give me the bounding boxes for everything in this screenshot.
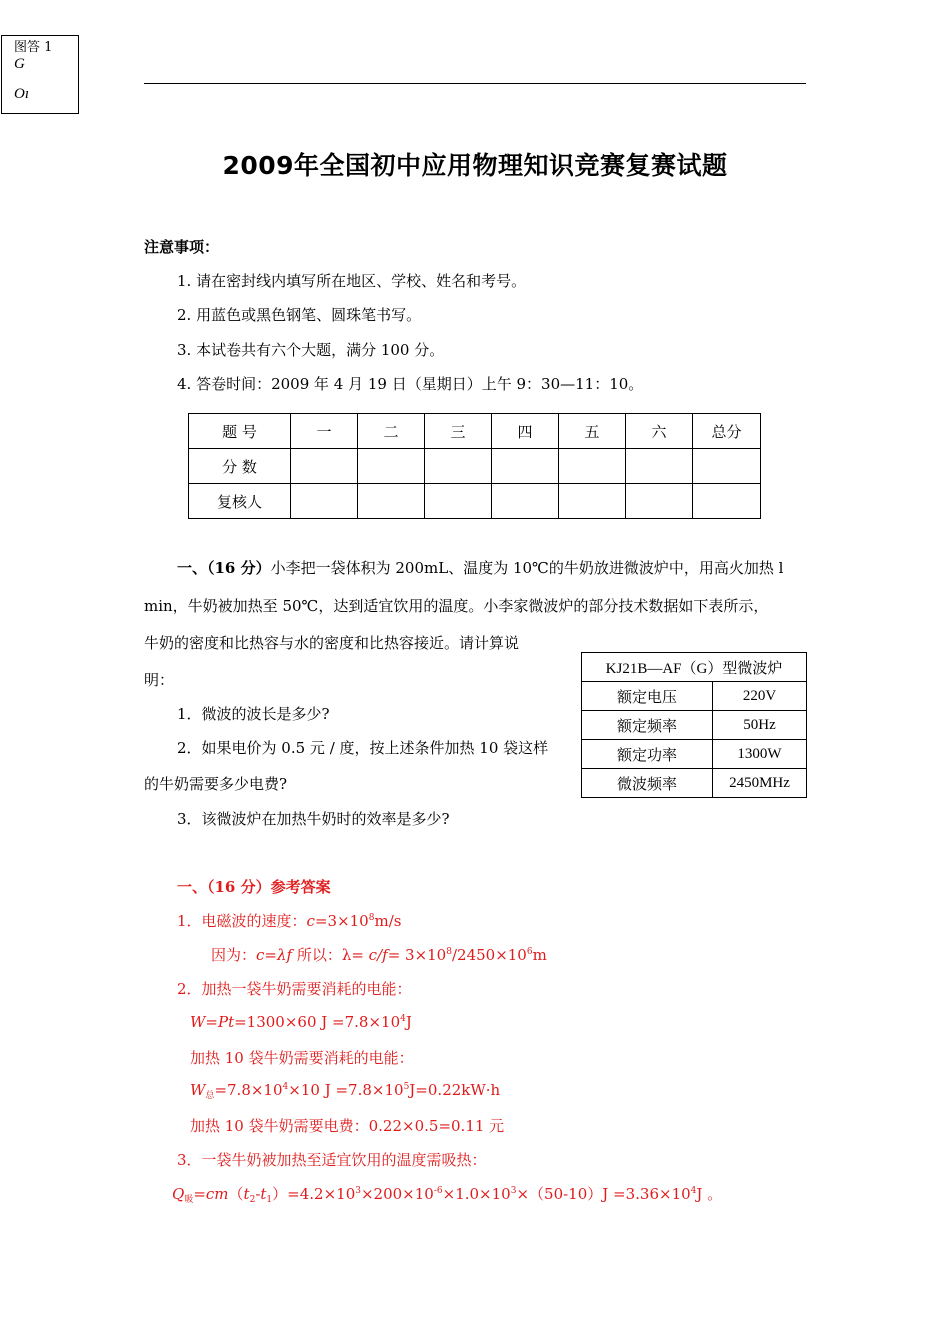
answer-3-t1: t [260,1185,267,1203]
answer-1b-pre: 因为： [211,946,257,964]
score-table-header-row [189,414,761,449]
spec-value: 2450MHz [713,769,807,798]
answer-1b-exp2: 6 [526,947,533,957]
score-cell[interactable] [693,449,761,484]
score-header-cell: 五 [559,414,626,449]
score-header-cell: 六 [626,414,693,449]
score-table-row [189,449,761,484]
spec-title-row [582,653,807,682]
spec-value: 50Hz [713,711,807,740]
score-header-cell: 总分 [693,414,761,449]
score-cell[interactable] [693,484,761,519]
answer-2d: 加热 10 袋牛奶需要电费：0.22×0.5=0.11 元 [190,1117,505,1135]
answer-2c [190,1081,500,1099]
answer-3-e1: 3 [355,1186,361,1196]
answer-2c-w: W [190,1081,206,1099]
answer-3-qsub: 吸 [184,1195,194,1205]
notes-item-3: 3. 本试卷共有六个大题，满分 100 分。 [177,341,445,359]
spec-key: 额定功率 [582,740,713,769]
answer-2c-exp2: 5 [403,1082,410,1092]
score-row-label: 分 数 [189,449,291,484]
q1-sub-3: 3．该微波炉在加热牛奶时的效率是多少? [177,810,450,828]
spec-key: 额定电压 [582,682,713,711]
answer-3-t2s: 2 [249,1195,256,1205]
answer-3-cm: =cm [193,1185,229,1203]
answer-2c-exp1: 4 [282,1082,289,1092]
score-row-label: 复核人 [189,484,291,519]
corner-g-symbol: G [14,56,25,72]
score-cell[interactable] [559,449,626,484]
q1-label: 一、（16 分） [177,559,271,577]
answer-3-e3: 3 [510,1186,517,1196]
answer-2-label: 2．加热一袋牛奶需要消耗的电能： [177,980,412,998]
answer-2a [190,1013,412,1031]
score-cell[interactable] [626,484,693,519]
answer-2a-eq: =1300×60 J =7.8×10 [234,1013,401,1031]
spec-key: 微波频率 [582,769,713,798]
corner-answer-box [1,35,79,114]
answer-3-t2: t [243,1185,250,1203]
score-cell[interactable] [358,449,425,484]
score-header-cell: 四 [492,414,559,449]
notes-item-1: 1. 请在密封线内填写所在地区、学校、姓名和考号。 [177,272,527,290]
answer-3-dash: - [255,1185,261,1203]
answer-3-p1: （ [228,1185,244,1203]
score-header-cell: 三 [425,414,492,449]
spec-row [582,682,807,711]
answer-2a-unit: J [405,1013,412,1031]
answer-1 [177,910,401,931]
answer-1b-exp1: 8 [446,947,452,957]
score-cell[interactable] [425,449,492,484]
answer-1-unit: m/s [374,912,402,930]
answer-1b-formula: c=λf [256,946,293,964]
answer-3-t1s: 1 [266,1195,273,1205]
q1-sub-2b: 的牛奶需要多少电费? [144,775,288,793]
answer-2c-eq1: =7.8×10 [214,1081,283,1099]
answer-1b-cf: c/f [368,946,388,964]
q1-sub-1: 1．微波的波长是多少? [177,705,330,723]
answer-1-eq: =3×10 [314,912,369,930]
score-cell[interactable] [291,449,358,484]
page-title: 2009年全国初中应用物理知识竞赛复赛试题 [222,151,728,180]
answer-2c-eq2: ×10 J =7.8×10 [288,1081,404,1099]
answer-2a-w: W=Pt [190,1013,235,1031]
score-cell[interactable] [425,484,492,519]
score-table-row [189,484,761,519]
answer-3-p6: J 。 [696,1185,723,1203]
score-cell[interactable] [492,484,559,519]
answer-3-label: 3．一袋牛奶被加热至适宜饮用的温度需吸热： [177,1151,487,1169]
answer-3-e2: -6 [433,1186,443,1196]
answer-3-p3: ×200×10 [360,1185,434,1203]
q1-line-2: min，牛奶被加热至 50℃，达到适宜饮用的温度。小李家微波炉的部分技术数据如下表所示， [144,597,769,615]
score-cell[interactable] [291,484,358,519]
answer-1b-mid2: /2450×10 [451,946,527,964]
answer-2c-sub: 总 [205,1091,215,1101]
answer-1b-eq: = 3×10 [387,946,447,964]
score-header-cell: 一 [291,414,358,449]
notes-item-4: 4. 答卷时间：2009 年 4 月 19 日（星期日）上午 9：30—11：10。 [177,375,644,393]
q1-sub-2a: 2．如果电价为 0.5 元 / 度，按上述条件加热 10 袋这样 [177,739,549,757]
answer-2c-eq3: J=0.22kW·h [409,1081,501,1099]
answer-3 [172,1183,722,1204]
answer-1b [211,944,547,965]
answer-1b-unit: m [532,946,547,964]
spec-value: 1300W [713,740,807,769]
score-header-cell: 题 号 [189,414,291,449]
corner-label: 图答 1 [14,40,53,55]
spec-row [582,711,807,740]
answer-3-e4: 4 [690,1186,697,1196]
notes-heading: 注意事项： [144,238,220,256]
spec-row [582,769,807,798]
spec-key: 额定频率 [582,711,713,740]
spec-value: 220V [713,682,807,711]
q1-line-4: 明： [144,671,175,689]
q1-line-3: 牛奶的密度和比热容与水的密度和比热容接近。请计算说 [144,634,520,652]
answer-3-p2: ）=4.2×10 [272,1185,356,1203]
q1-text-1: 小李把一袋体积为 200mL、温度为 10℃的牛奶放进微波炉中，用高火加热 l [270,559,784,577]
score-cell[interactable] [626,449,693,484]
corner-o-symbol: Oı [14,86,29,102]
score-header-cell: 二 [358,414,425,449]
spec-row [582,740,807,769]
q1-line-1 [177,557,783,578]
score-cell[interactable] [358,484,425,519]
score-cell[interactable] [492,449,559,484]
answer-2a-exp: 4 [400,1014,406,1024]
spec-title: KJ21B—AF（G）型微波炉 [582,653,807,682]
answer-heading: 一、（16 分）参考答案 [177,878,331,896]
answer-3-p4: ×1.0×10 [442,1185,511,1203]
microwave-spec-table [581,652,807,798]
score-table [188,413,761,519]
answer-1-c: c [306,912,315,930]
answer-1-exp: 8 [368,913,375,923]
answer-3-q: Q [172,1185,185,1203]
answer-1b-mid: 所以：λ= [292,946,369,964]
answer-1-label: 1．电磁波的速度： [177,912,307,930]
seal-line [144,83,806,84]
answer-3-p5: ×（50-10）J =3.36×10 [516,1185,691,1203]
score-cell[interactable] [559,484,626,519]
answer-2b: 加热 10 袋牛奶需要消耗的电能： [190,1049,414,1067]
notes-item-2: 2. 用蓝色或黑色钢笔、圆珠笔书写。 [177,306,422,324]
